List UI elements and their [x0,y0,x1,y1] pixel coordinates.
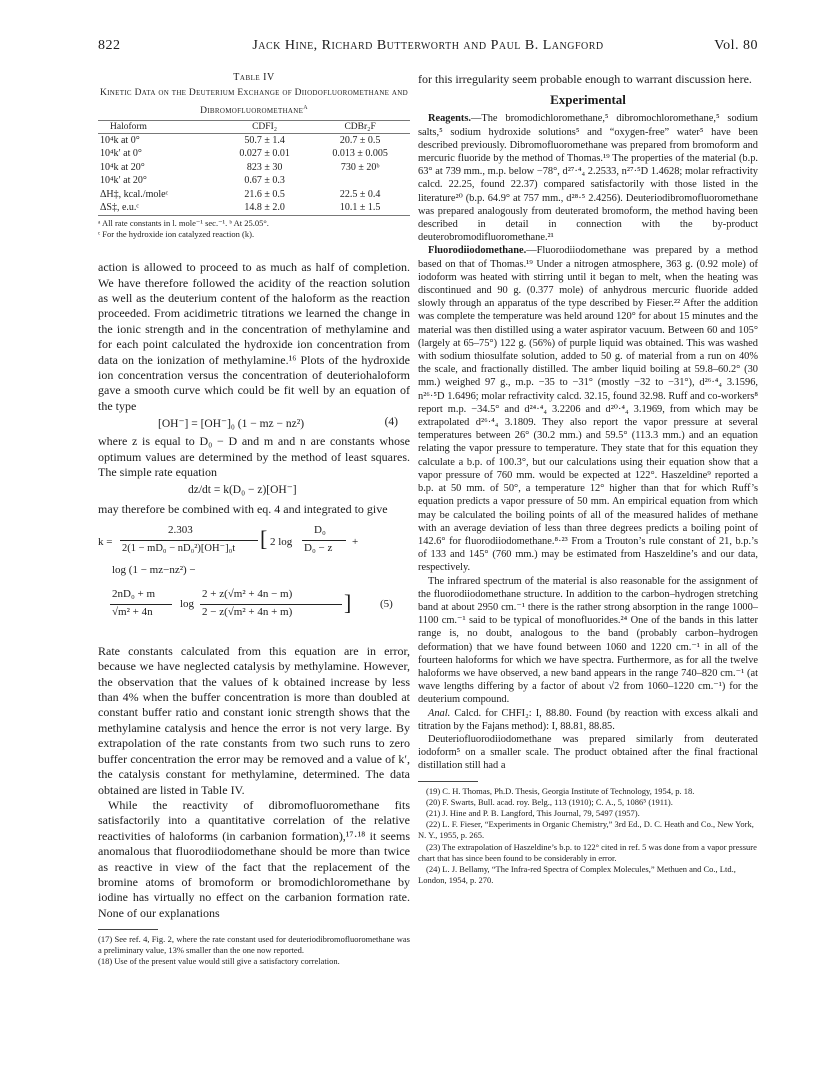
paragraph: action is allowed to proceed to as much as half of completion. We have therefore followed the acidity of the reaction solution as well as the deuterium content of the haloform as the reaction proceeded. From acidimetric titrations we learned the change in the ionic strength and in the concentration of methylamine and for each point calculated the hydroxide ion concentration from data on the ionization of methylamine.¹⁶ Plots of the hydroxide ion concentration versus the concentration of deuteriohaloform gave a smooth curve which could be fit well by an equation of the type [98,260,410,413]
paragraph-infrared: The infrared spectrum of the material is also reasonable for the assignment of the fluorodiiodomethane structure. In addition to the carbon–hydrogen stretching band at about 2950 cm.⁻¹ there is the rather strong absorption in the range 1000–1100 cm.⁻¹ said to be typical of monofluorides.²⁴ One of the bands in this latter range is, no doubt, analogous to the band (probably carbon–hydrogen deformation) that we have found between 1060 and 1220 cm.⁻¹ in all of the fourteen haloforms for which we have spectra. Furthermore, as for all the twelve haloforms we have observed, a new band appears in the range 740–820 cm.⁻¹ (at wave lengths differing by a factor of about √2 from 1060–1220 cm.⁻¹) for the deuterium compound. [418,575,758,706]
right-column [418,72,758,886]
section-heading: Experimental [550,92,626,108]
run-in-head: Fluorodiiodomethane. [428,245,527,257]
eq-num1: 2.303 [168,523,193,536]
reference: (21) J. Hine and P. B. Langford, This Journal, 79, 5497 (1957). [426,807,640,818]
run-in-head: Anal. [428,707,451,719]
paragraph: Rate constants calculated from this equation are in error, because we have neglected catalysis by methylamine. However, the observation that the values of k obtained increase by less than 4% when the buffer concentration is more than doubled at constant buffer ratio and constant ionic strength shows that the methylamine catalysis and hence the error is not very large. By extrapolation of the rate constants from two such runs to zero buffer concentration the error may be removed and a value of k′, the catalysis constant for methylamine, determined. The data obtained are listed in Table IV. [98,643,410,797]
eq-br1: 2 log [270,535,293,548]
table-body [98,134,410,216]
footnote-rule [418,781,478,782]
paragraph-deuterio: Deuteriofluorodiiodomethane was prepared similarly from deuterated iodoform⁵ on a smaller scale. The product obtained after the final fractional distillation still had a [418,733,758,772]
equation-4 [98,416,410,432]
eq-line2: log (1 − mz−nz²) − [112,563,196,576]
table-cell: 14.8 ± 2.0 [244,202,285,214]
volume-label: Vol. 80 [714,38,758,53]
reference: (24) L. J. Bellamy, “The Infra-red Spectra of Complex Molecules,” Methuen and Co., Ltd., London, 1954, p. 270. [418,863,736,886]
paragraph: may therefore be combined with eq. 4 and integrated to give [98,502,388,517]
eq-log: log [180,597,195,610]
reference: (20) F. Swarts, Bull. acad. roy. Belg., 113 (1910); C. A., 5, 1086⁵ (1911). [426,796,673,807]
equation-text: [OH⁻] = [OH⁻]₀ (1 − mz − nz²) [158,418,305,431]
eq-num3: 2nD₀ + m [112,587,156,600]
rate-equation [98,482,410,500]
table-header-cell: CDBr₂F [310,121,410,134]
paragraph-analysis [418,707,758,733]
eq-num4: 2 + z(√m² + 4n − m) [202,587,293,600]
table-cell: 10⁴k at 20° [100,161,145,173]
paragraph-text: Calcd. for CHFI₂: I, 88.80. Found (by reaction with excess alkali and titration by the Fajans method): I, 88.81, 88.85. [418,707,758,732]
table-cell: 10⁴k at 0° [100,134,140,146]
kinetic-data-table [98,120,410,216]
fraction-bar [110,604,172,605]
run-in-head: Reagents. [428,113,471,125]
footnote: (18) Use of the present value would still give a satisfactory correlation. [98,956,340,967]
table-cell: 50.7 ± 1.4 [244,134,285,146]
reference: (22) L. F. Fieser, “Experiments in Organic Chemistry,” 3rd Ed., D. C. Heath and Co., New York, N. Y., 1955, p. 265. [418,819,754,841]
eq-den4: 2 − z(√m² + 4n + m) [202,605,293,618]
paragraph: where z is equal to D₀ − D and m and n are constants whose optimum values are determined by the method of least squares. The simple rate equation [98,434,410,480]
table-cell: 823 ± 30 [246,161,283,173]
table-caption [98,87,410,118]
eq-bracket: [ [260,525,268,551]
table-note: ᶜ For the hydroxide ion catalyzed reaction (k). [98,229,255,240]
table-cell: 730 ± 20ᵇ [340,161,380,173]
eq-den2: D₀ − z [304,541,333,554]
table-cell: ΔH‡, kcal./moleᶜ [100,188,169,200]
table-cell: 21.6 ± 0.5 [244,188,285,200]
table-row [98,148,410,162]
fraction-bar [120,540,258,541]
eq-den3: √m² + 4n [112,605,153,618]
equation-text: dz/dt = k(D₀ − z)[OH⁻] [188,484,297,497]
table-header-cell: CDFI₂ [219,121,310,134]
paragraph-text: —The bromodichloromethane,⁵ dibromochloromethane,⁵ sodium salts,⁵ sodium hydroxide solutions⁵ and “oxygen-free” water⁵ have been described previously. Dibromofluoromethane was prepared from bromoform and mercuric fluoride by the method of Thomas.¹⁹ The properties of the material (b.p. 63° at 739 mm., m.p. below −78°, d²⁷·⁴₄ 2.2533, n²⁷·⁵D 1.4628; molar refractivity calcd. 22.25, found 22.37) compared satisfactorily with those listed in the literature²⁰ (b.p. 64.9° at 757 mm., d²⁸·⁵ 2.4256). Deuteriodibromofluoromethane was prepared analogously from deuterated bromoform, the method having been described in detail in connection with the by-product deuterobromodifluoromethane.²¹ [418,113,758,244]
paragraph-text: —Fluorodiiodomethane was prepared by a method based on that of Thomas.¹⁹ Under a nitrogen atmosphere, 363 g. (0.92 mole) of iodoform was heated with stirring until it began to melt, when the heating was discontinued and 90 g. (0.377 mole) of anhydrous mercuric fluoride added slowly through an apparatus of the type described by Fieser.²² After the addition was complete the temperature was held around 120° for about 15 minutes and the material was then distilled using a water aspirator vacuum. Between 60 and 105° (largely at 65–75°) 122 g. (56%) of purple liquid was obtained. This was washed with sodium thiosulfate solution, added to 50 g. of material from a run on 40% the scale, and fractionally distilled. The amber liquid boiling at 59.8–60.2° (30 mm.) weighed 97 g., m.p. −35 to −31° (mostly −32 to −31°), d²⁶·⁴₄ 3.1596, n²⁶·⁵D 1.6496; molar refractivity calcd. 32.15, found 32.98. Ruff and co-workers⁸ report m.p. −34.5° and d²⁴·⁴₄ 3.2206 and d²⁰·⁴₄ 3.1969, from which may be extrapolated d²⁶·⁴₄ 3.1809. They also report the vapor pressure at several temperatures between 26° (30.2 mm.) and 59.5° (113.3 mm.) and an equation relating the vapor pressure to temperature. They state that for this equation they calculate a b.p. of 100.3°, but our calculations using their equation show that a vapor pressure of 760 mm. would be expected at 122°. Haszeldine⁹ reported a b.p. at 50 mm. of 50°, a temperature 12° higher than that for which Ruff’s equation predicts a vapor pressure of 50 mm. An empirical equation from which may be calculated the boiling points of all of the measured halides of methane with an average deviation of less than three degrees predicts a boiling point of 142.6° for fluorodiiodomethane.⁸·²³ From a Trouton’s rule constant of 21, b.p.’s of 133 and 145° (760 mm.) may be estimated from Haszeldine’s and our data, respectively. [418,245,758,574]
reference: (19) C. H. Thomas, Ph.D. Thesis, Georgia Institute of Technology, 1954, p. 18. [426,785,695,796]
table-cell: 10.1 ± 1.5 [339,202,381,214]
table-title: Table IV [233,72,275,83]
page-number: 822 [98,38,121,53]
footnote-rule [98,929,158,930]
table-cell: 10⁴k′ at 20° [100,175,147,187]
table-cell: 10⁴k′ at 0° [100,148,142,160]
footnote: (17) See ref. 4, Fig. 2, where the rate constant used for deuteriodibromofluoromethane was a preliminary value, 13% smaller than the one now reported. [98,934,410,956]
table-cell: 0.013 ± 0.005 [332,148,388,160]
eq-num2: D₀ [314,523,326,536]
eq-plus: + [352,535,359,548]
equation-number: (4) [384,416,398,429]
table-row [98,188,410,202]
table-cell: 22.5 ± 0.4 [339,188,381,200]
table-note: ᵃ All rate constants in l. mole⁻¹ sec.⁻¹. ᵇ At 25.05°. [98,218,269,229]
table-cell: 0.027 ± 0.01 [239,148,290,160]
paragraph-fluorodiiodomethane [418,244,758,574]
table-header-cell: Haloform [98,121,219,134]
eq-bracket: ] [344,589,352,615]
table-cell: 0.67 ± 0.3 [244,175,285,187]
table-row [98,175,410,189]
running-authors: Jack Hine, Richard Butterworth and Paul B. Langford [252,38,604,53]
left-column [98,72,410,967]
table-header-row [98,121,410,134]
table-caption-text: Kinetic Data on the Deuterium Exchange of Diiodofluoromethane and Dibromofluoromethane [100,88,408,117]
eq-den1: 2(1 − mD₀ − nD₀²)[OH⁻]₀t [122,542,236,554]
table-cell: ΔS‡, e.u.ᶜ [100,202,139,214]
eq-number: (5) [380,597,393,610]
table-cell: 20.7 ± 0.5 [339,134,381,146]
eq-k: k = [98,535,113,548]
paragraph: While the reactivity of dibromofluoromethane fits satisfactorily into a quantitative correlation of the relative reactivities of haloforms (in carbanion formation),¹⁷·¹⁸ it seems anomalous that fluorodiiodomethane should be more than twice as reactive in view of the fact that the replacement of the bromine atoms of bromoform or bromodichloromethane by iodine has virtually no effect on the carbanion formation rate. None of our explanations [98,797,410,920]
fraction-bar [200,604,342,605]
paragraph: for this irregularity seem probable enough to warrant discussion here. [418,72,752,86]
table-cell [310,175,410,189]
fraction-bar [302,540,346,541]
table-row [98,161,410,175]
reference: (23) The extrapolation of Haszeldine’s b.p. to 122° cited in ref. 5 was done from a vapor pressure chart that has since been found to be considerably in error. [418,841,757,863]
table-caption-sup: a [303,102,308,111]
reference-list [418,786,758,887]
equation-5 [98,522,410,640]
paragraph-reagents [418,112,758,244]
table-row [98,202,410,216]
page-header [98,38,758,58]
table-row [98,134,410,148]
